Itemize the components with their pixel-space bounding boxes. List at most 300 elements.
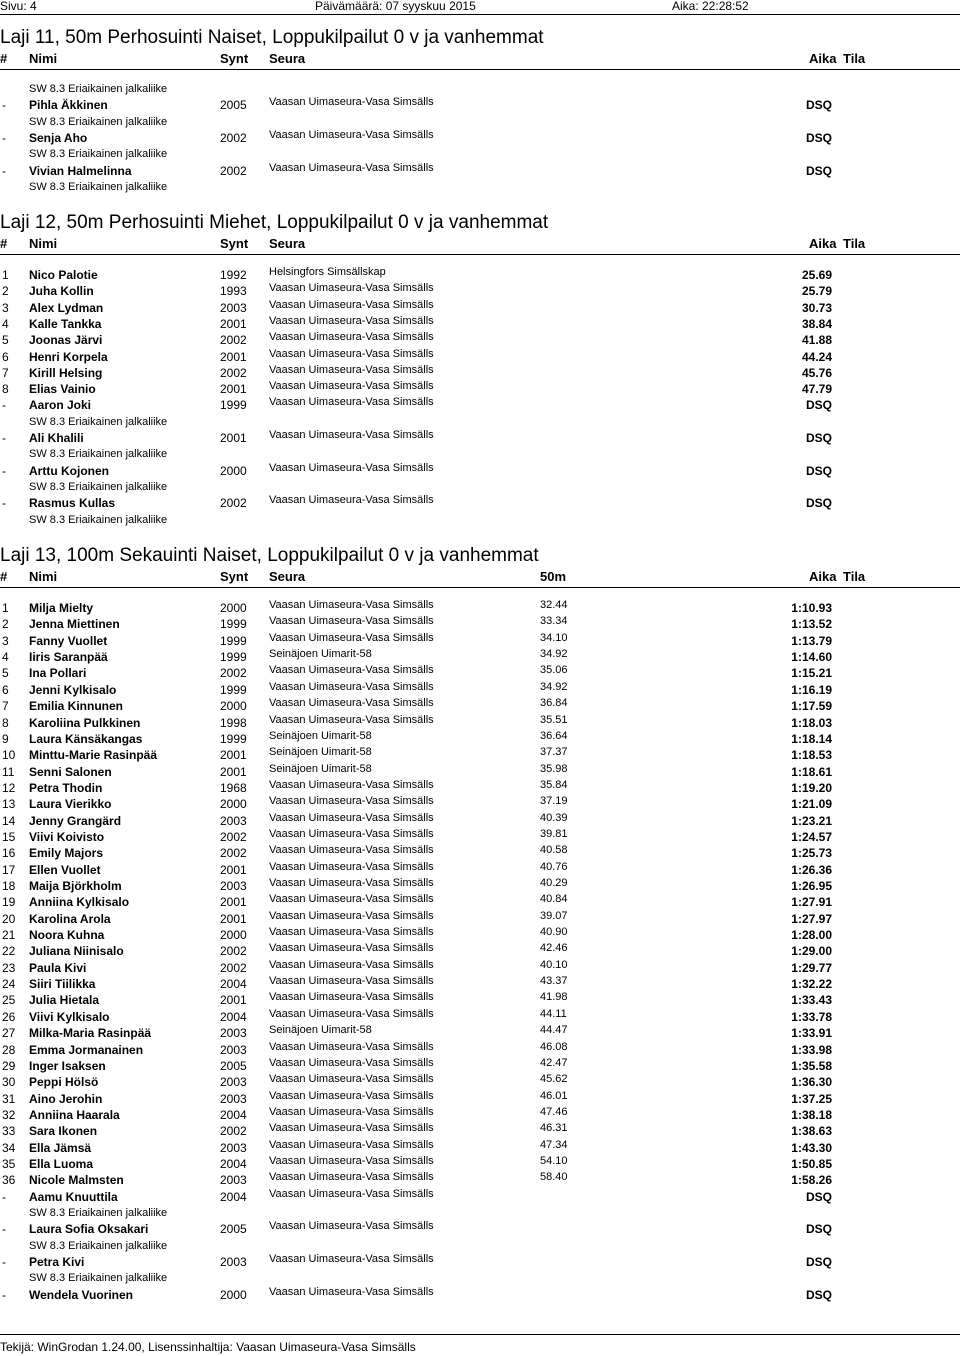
place: - (2, 1255, 6, 1269)
birth-year: 2003 (220, 1255, 247, 1269)
split-time: 46.08 (540, 1040, 568, 1053)
result: DSQ (805, 463, 832, 478)
result: 1:33.98 (791, 1042, 832, 1057)
col-name: Nimi (29, 236, 58, 251)
split-time: 44.47 (540, 1024, 568, 1037)
swimmer-name: Pihla Äkkinen (29, 98, 108, 113)
swimmer-name: Iiris Saranpää (29, 650, 108, 664)
split-time: 58.40 (540, 1171, 568, 1184)
swimmer-name: Ella Luoma (29, 1156, 94, 1171)
event-title: Laji 13, 100m Sekauinti Naiset, Loppukilpailut 0 v ja vanhemmat (0, 545, 539, 566)
club: Vaasan Uimaseura-Vasa Simsälls (269, 778, 434, 791)
place: 28 (2, 1042, 16, 1057)
swimmer-name: Laura Sofia Oksakari (29, 1222, 149, 1237)
birth-year: 1999 (220, 650, 247, 664)
col-split: 50m (540, 569, 567, 584)
split-time: 47.34 (540, 1138, 568, 1151)
club: Vaasan Uimaseura-Vasa Simsälls (269, 1171, 434, 1184)
swimmer-name: Nicole Malmsten (29, 1173, 124, 1188)
result: 1:18.14 (791, 731, 832, 746)
swimmer-name: Joonas Järvi (29, 333, 103, 348)
swimmer-name: Emilia Kinnunen (29, 699, 124, 714)
result: 1:26.95 (791, 879, 832, 893)
swimmer-name: Ellen Vuollet (29, 862, 101, 877)
split-time: 42.46 (540, 942, 568, 955)
split-time: 34.92 (540, 648, 568, 660)
swimmer-name: Kirill Helsing (29, 365, 103, 380)
event-title: Laji 11, 50m Perhosuinti Naiset, Loppukilpailut 0 v ja vanhemmat (0, 27, 544, 48)
birth-year: 2004 (220, 1156, 247, 1171)
swimmer-name: Emma Jormanainen (29, 1042, 144, 1057)
birth-year: 2001 (220, 764, 247, 779)
swimmer-name: Aamu Knuuttila (29, 1189, 118, 1204)
club: Vaasan Uimaseura-Vasa Simsälls (269, 811, 434, 824)
club: Vaasan Uimaseura-Vasa Simsälls (269, 926, 434, 938)
club: Vaasan Uimaseura-Vasa Simsälls (269, 664, 434, 677)
dsq-reason: SW 8.3 Eriaikainen jalkaliike (29, 180, 168, 193)
place: 2 (2, 284, 9, 299)
club: Vaasan Uimaseura-Vasa Simsälls (269, 697, 434, 710)
dsq-reason: SW 8.3 Eriaikainen jalkaliike (29, 1239, 168, 1252)
place: 13 (2, 797, 16, 812)
place: - (2, 1287, 6, 1302)
result: DSQ (805, 398, 832, 413)
birth-year: 2000 (220, 1287, 247, 1302)
place: 10 (2, 748, 16, 763)
col-year: Synt (220, 236, 249, 251)
swimmer-name: Fanny Vuollet (29, 633, 108, 648)
dsq-reason: SW 8.3 Eriaikainen jalkaliike (29, 415, 168, 428)
club: Vaasan Uimaseura-Vasa Simsälls (269, 1138, 434, 1151)
split-time: 34.10 (540, 631, 568, 644)
col-club: Seura (269, 51, 306, 66)
swimmer-name: Petra Kivi (29, 1255, 85, 1269)
swimmer-name: Laura Vierikko (29, 797, 112, 812)
club: Vaasan Uimaseura-Vasa Simsälls (269, 1122, 434, 1135)
birth-year: 2000 (220, 797, 247, 812)
col-club: Seura (269, 236, 306, 251)
split-time: 54.10 (540, 1154, 568, 1167)
place: 21 (2, 928, 16, 942)
place: 27 (2, 1026, 16, 1041)
swimmer-name: Alex Lydman (29, 300, 104, 315)
result: 1:23.21 (791, 813, 832, 828)
dsq-reason: SW 8.3 Eriaikainen jalkaliike (29, 480, 168, 493)
place: - (2, 130, 6, 145)
swimmer-name: Senni Salonen (29, 764, 112, 779)
col-time: Aika (809, 51, 837, 66)
birth-year: 2005 (220, 98, 247, 113)
birth-year: 2004 (220, 1107, 247, 1122)
place: - (2, 463, 6, 478)
split-time: 40.58 (540, 844, 568, 857)
birth-year: 2000 (220, 463, 247, 478)
birth-year: 2001 (220, 349, 247, 364)
club: Vaasan Uimaseura-Vasa Simsälls (269, 461, 434, 474)
birth-year: 2002 (220, 829, 247, 844)
place: 1 (2, 601, 9, 615)
place: 2 (2, 617, 9, 632)
birth-year: 2003 (220, 879, 247, 893)
dsq-reason: SW 8.3 Eriaikainen jalkaliike (29, 83, 168, 95)
club: Vaasan Uimaseura-Vasa Simsälls (269, 494, 434, 507)
birth-year: 1998 (220, 715, 247, 730)
place: 5 (2, 666, 9, 681)
club: Vaasan Uimaseura-Vasa Simsälls (269, 615, 434, 628)
swimmer-name: Jenna Miettinen (29, 617, 120, 632)
split-time: 36.84 (540, 697, 568, 710)
birth-year: 1968 (220, 780, 247, 795)
club: Vaasan Uimaseura-Vasa Simsälls (269, 893, 434, 906)
club: Vaasan Uimaseura-Vasa Simsälls (269, 909, 434, 922)
print-time: Aika: 22:28:52 (672, 0, 749, 13)
birth-year: 2003 (220, 1026, 247, 1041)
split-time: 35.06 (540, 664, 568, 677)
swimmer-name: Viivi Kylkisalo (29, 1009, 110, 1024)
result: 1:18.03 (791, 715, 832, 730)
result: 25.79 (801, 284, 832, 299)
club: Vaasan Uimaseura-Vasa Simsälls (269, 599, 434, 611)
col-name: Nimi (29, 569, 58, 584)
birth-year: 2001 (220, 316, 247, 331)
birth-year: 1992 (220, 268, 247, 282)
place: 17 (2, 862, 16, 877)
swimmer-name: Ella Jämsä (29, 1140, 92, 1155)
col-time: Aika (809, 236, 837, 251)
birth-year: 1999 (220, 398, 247, 413)
result: 1:43.30 (791, 1140, 832, 1155)
club: Vaasan Uimaseura-Vasa Simsälls (269, 1253, 434, 1265)
swimmer-name: Juha Kollin (29, 284, 94, 299)
club: Seinäjoen Uimarit-58 (269, 746, 372, 759)
club: Vaasan Uimaseura-Vasa Simsälls (269, 429, 434, 441)
birth-year: 2002 (220, 130, 247, 145)
result: 1:28.00 (791, 928, 832, 942)
swimmer-name: Vivian Halmelinna (29, 163, 132, 178)
club: Vaasan Uimaseura-Vasa Simsälls (269, 1073, 434, 1086)
club: Vaasan Uimaseura-Vasa Simsälls (269, 1187, 434, 1200)
result: 1:19.20 (791, 780, 832, 795)
place: 26 (2, 1009, 16, 1024)
club: Vaasan Uimaseura-Vasa Simsälls (269, 958, 434, 971)
place: 8 (2, 715, 9, 730)
swimmer-name: Julia Hietala (29, 993, 100, 1008)
result: 1:18.53 (791, 748, 832, 763)
club: Vaasan Uimaseura-Vasa Simsälls (269, 1285, 434, 1298)
col-num: # (0, 569, 8, 584)
birth-year: 2001 (220, 993, 247, 1008)
club: Seinäjoen Uimarit-58 (269, 762, 372, 775)
place: - (2, 1189, 6, 1204)
place: 1 (2, 268, 9, 282)
swimmer-name: Siiri Tiilikka (29, 977, 96, 991)
birth-year: 1993 (220, 284, 247, 299)
swimmer-name: Sara Ikonen (29, 1124, 98, 1139)
swimmer-name: Ina Pollari (29, 666, 87, 681)
result: 1:38.63 (791, 1124, 832, 1139)
result: 1:16.19 (791, 682, 832, 697)
swimmer-name: Noora Kuhna (29, 928, 105, 942)
club: Vaasan Uimaseura-Vasa Simsälls (269, 396, 434, 409)
result: 1:29.00 (791, 944, 832, 959)
split-time: 45.62 (540, 1073, 568, 1086)
club: Vaasan Uimaseura-Vasa Simsälls (269, 844, 434, 857)
birth-year: 2004 (220, 1189, 247, 1204)
swimmer-name: Kalle Tankka (29, 316, 102, 331)
place: 6 (2, 349, 9, 364)
club: Vaasan Uimaseura-Vasa Simsälls (269, 1040, 434, 1053)
place: 12 (2, 780, 16, 795)
result: DSQ (805, 163, 832, 178)
result: DSQ (805, 1255, 832, 1269)
place: 30 (2, 1075, 16, 1090)
birth-year: 2001 (220, 911, 247, 926)
birth-year: 2002 (220, 163, 247, 178)
club: Vaasan Uimaseura-Vasa Simsälls (269, 96, 434, 109)
split-time: 46.31 (540, 1122, 568, 1135)
place: - (2, 431, 6, 445)
split-time: 40.90 (540, 926, 568, 938)
club: Vaasan Uimaseura-Vasa Simsälls (269, 991, 434, 1004)
place: 34 (2, 1140, 16, 1155)
club: Vaasan Uimaseura-Vasa Simsälls (269, 1056, 434, 1069)
place: 8 (2, 382, 9, 397)
footer-text: Tekijä: WinGrodan 1.24.00, Lisenssinhaltija: Vaasan Uimaseura-Vasa Simsälls (0, 1340, 416, 1354)
swimmer-name: Emily Majors (29, 846, 104, 861)
birth-year: 1999 (220, 682, 247, 697)
result: 1:33.43 (791, 993, 832, 1008)
split-time: 36.64 (540, 729, 568, 742)
header-rule (0, 254, 960, 255)
club: Vaasan Uimaseura-Vasa Simsälls (269, 298, 434, 311)
swimmer-name: Aino Jerohin (29, 1091, 103, 1106)
split-time: 39.81 (540, 827, 568, 840)
result: 1:21.09 (791, 797, 832, 812)
place: 3 (2, 633, 9, 648)
result: DSQ (805, 98, 832, 113)
split-time: 40.10 (540, 958, 568, 971)
place: 19 (2, 895, 16, 910)
place: 23 (2, 960, 16, 975)
result: DSQ (805, 1222, 832, 1237)
swimmer-name: Laura Känsäkangas (29, 731, 143, 746)
result: 1:25.73 (791, 846, 832, 861)
swimmer-name: Elias Vainio (29, 382, 96, 397)
split-time: 34.92 (540, 680, 568, 693)
club: Vaasan Uimaseura-Vasa Simsälls (269, 713, 434, 726)
birth-year: 2001 (220, 382, 247, 397)
place: 29 (2, 1058, 16, 1073)
birth-year: 2004 (220, 1009, 247, 1024)
col-status: Tila (843, 51, 866, 66)
club: Vaasan Uimaseura-Vasa Simsälls (269, 331, 434, 344)
dsq-reason: SW 8.3 Eriaikainen jalkaliike (29, 513, 168, 526)
result: 1:37.25 (791, 1091, 832, 1106)
club: Seinäjoen Uimarit-58 (269, 648, 372, 660)
result: 1:10.93 (791, 601, 832, 615)
place: 14 (2, 813, 16, 828)
birth-year: 2002 (220, 960, 247, 975)
place: 3 (2, 300, 9, 315)
place: 18 (2, 879, 16, 893)
page-number: Sivu: 4 (0, 0, 37, 13)
swimmer-name: Jenni Kylkisalo (29, 682, 117, 697)
result: 1:27.91 (791, 895, 832, 910)
club: Vaasan Uimaseura-Vasa Simsälls (269, 1154, 434, 1167)
result: 25.69 (801, 268, 832, 282)
split-time: 40.29 (540, 877, 568, 889)
col-year: Synt (220, 569, 249, 584)
club: Vaasan Uimaseura-Vasa Simsälls (269, 128, 434, 141)
swimmer-name: Milja Mielty (29, 601, 94, 615)
club: Vaasan Uimaseura-Vasa Simsälls (269, 860, 434, 873)
result: DSQ (805, 1189, 832, 1204)
club: Vaasan Uimaseura-Vasa Simsälls (269, 942, 434, 955)
result: 1:33.78 (791, 1009, 832, 1024)
col-club: Seura (269, 569, 306, 584)
swimmer-name: Aaron Joki (29, 398, 92, 413)
place: 25 (2, 993, 16, 1008)
split-time: 35.84 (540, 778, 568, 791)
club: Vaasan Uimaseura-Vasa Simsälls (269, 1105, 434, 1118)
col-name: Nimi (29, 51, 58, 66)
place: - (2, 98, 6, 113)
birth-year: 2003 (220, 300, 247, 315)
swimmer-name: Inger Isaksen (29, 1058, 106, 1073)
swimmer-name: Jenny Grangärd (29, 813, 122, 828)
dsq-reason: SW 8.3 Eriaikainen jalkaliike (29, 1272, 168, 1285)
result: DSQ (805, 496, 832, 511)
result: 1:15.21 (791, 666, 832, 681)
swimmer-name: Milka-Maria Rasinpää (29, 1026, 152, 1041)
birth-year: 2001 (220, 862, 247, 877)
swimmer-name: Wendela Vuorinen (29, 1287, 134, 1302)
split-time: 46.01 (540, 1089, 568, 1102)
birth-year: 1999 (220, 633, 247, 648)
swimmer-name: Henri Korpela (29, 349, 108, 364)
result: 1:32.22 (791, 977, 832, 991)
place: 36 (2, 1173, 16, 1188)
place: 7 (2, 365, 9, 380)
col-status: Tila (843, 569, 866, 584)
split-time: 44.11 (540, 1007, 567, 1020)
club: Vaasan Uimaseura-Vasa Simsälls (269, 680, 434, 693)
result: 1:38.18 (791, 1107, 832, 1122)
birth-year: 2002 (220, 944, 247, 959)
place: 6 (2, 682, 9, 697)
birth-year: 2001 (220, 895, 247, 910)
club: Seinäjoen Uimarit-58 (269, 1024, 372, 1037)
swimmer-name: Senja Aho (29, 130, 88, 145)
swimmer-name: Arttu Kojonen (29, 463, 109, 478)
birth-year: 2002 (220, 365, 247, 380)
birth-year: 2003 (220, 1091, 247, 1106)
place: 20 (2, 911, 16, 926)
result: 1:26.36 (791, 862, 832, 877)
split-time: 32.44 (540, 599, 568, 611)
swimmer-name: Juliana Niinisalo (29, 944, 124, 959)
dsq-reason: SW 8.3 Eriaikainen jalkaliike (29, 115, 168, 128)
club: Vaasan Uimaseura-Vasa Simsälls (269, 1089, 434, 1102)
birth-year: 2000 (220, 928, 247, 942)
result: 44.24 (801, 349, 832, 364)
result: 1:18.61 (791, 764, 832, 779)
result: 1:24.57 (791, 829, 832, 844)
birth-year: 2003 (220, 1173, 247, 1188)
result: 1:13.52 (791, 617, 832, 632)
birth-year: 2003 (220, 1075, 247, 1090)
swimmer-name: Karoliina Pulkkinen (29, 715, 141, 730)
place: 4 (2, 316, 9, 331)
split-time: 37.19 (540, 795, 568, 808)
birth-year: 2005 (220, 1058, 247, 1073)
swimmer-name: Paula Kivi (29, 960, 87, 975)
result: 1:33.91 (791, 1026, 832, 1041)
event-title: Laji 12, 50m Perhosuinti Miehet, Loppukilpailut 0 v ja vanhemmat (0, 212, 549, 233)
birth-year: 2002 (220, 846, 247, 861)
result: 30.73 (801, 300, 832, 315)
club: Vaasan Uimaseura-Vasa Simsälls (269, 347, 434, 360)
place: 9 (2, 731, 9, 746)
birth-year: 2003 (220, 1042, 247, 1057)
place: 22 (2, 944, 16, 959)
split-time: 41.98 (540, 991, 568, 1004)
dsq-reason: SW 8.3 Eriaikainen jalkaliike (29, 1207, 168, 1219)
club: Vaasan Uimaseura-Vasa Simsälls (269, 282, 434, 295)
swimmer-name: Petra Thodin (29, 780, 103, 795)
split-time: 35.51 (540, 713, 568, 726)
club: Vaasan Uimaseura-Vasa Simsälls (269, 1007, 434, 1020)
col-num: # (0, 236, 8, 251)
result: 45.76 (801, 365, 832, 380)
swimmer-name: Minttu-Marie Rasinpää (29, 748, 158, 763)
result: 1:29.77 (791, 960, 832, 975)
club: Vaasan Uimaseura-Vasa Simsälls (269, 363, 434, 376)
result: 1:50.85 (791, 1156, 832, 1171)
print-date: Päivämäärä: 07 syyskuu 2015 (315, 0, 476, 13)
club: Vaasan Uimaseura-Vasa Simsälls (269, 631, 434, 644)
result: 1:58.26 (791, 1173, 832, 1188)
place: 32 (2, 1107, 16, 1122)
split-time: 43.37 (540, 975, 568, 987)
club: Vaasan Uimaseura-Vasa Simsälls (269, 795, 434, 808)
birth-year: 2003 (220, 813, 247, 828)
header-rule (0, 69, 960, 70)
dsq-reason: SW 8.3 Eriaikainen jalkaliike (29, 448, 168, 461)
result: 1:13.79 (791, 633, 832, 648)
footer-rule (0, 1334, 960, 1335)
club: Seinäjoen Uimarit-58 (269, 729, 372, 742)
swimmer-name: Viivi Koivisto (29, 829, 105, 844)
result: 1:14.60 (791, 650, 832, 664)
result: 1:35.58 (791, 1058, 832, 1073)
place: 35 (2, 1156, 16, 1171)
split-time: 47.46 (540, 1105, 568, 1118)
place: 31 (2, 1091, 16, 1106)
club: Helsingfors Simsällskap (269, 266, 386, 278)
split-time: 39.07 (540, 909, 568, 922)
birth-year: 2002 (220, 496, 247, 511)
place: 16 (2, 846, 16, 861)
birth-year: 2003 (220, 1140, 247, 1155)
club: Vaasan Uimaseura-Vasa Simsälls (269, 877, 434, 889)
place: 4 (2, 650, 9, 664)
place: 33 (2, 1124, 16, 1139)
split-time: 40.76 (540, 860, 568, 873)
club: Vaasan Uimaseura-Vasa Simsälls (269, 827, 434, 840)
swimmer-name: Nico Palotie (29, 268, 98, 282)
place: - (2, 398, 6, 413)
